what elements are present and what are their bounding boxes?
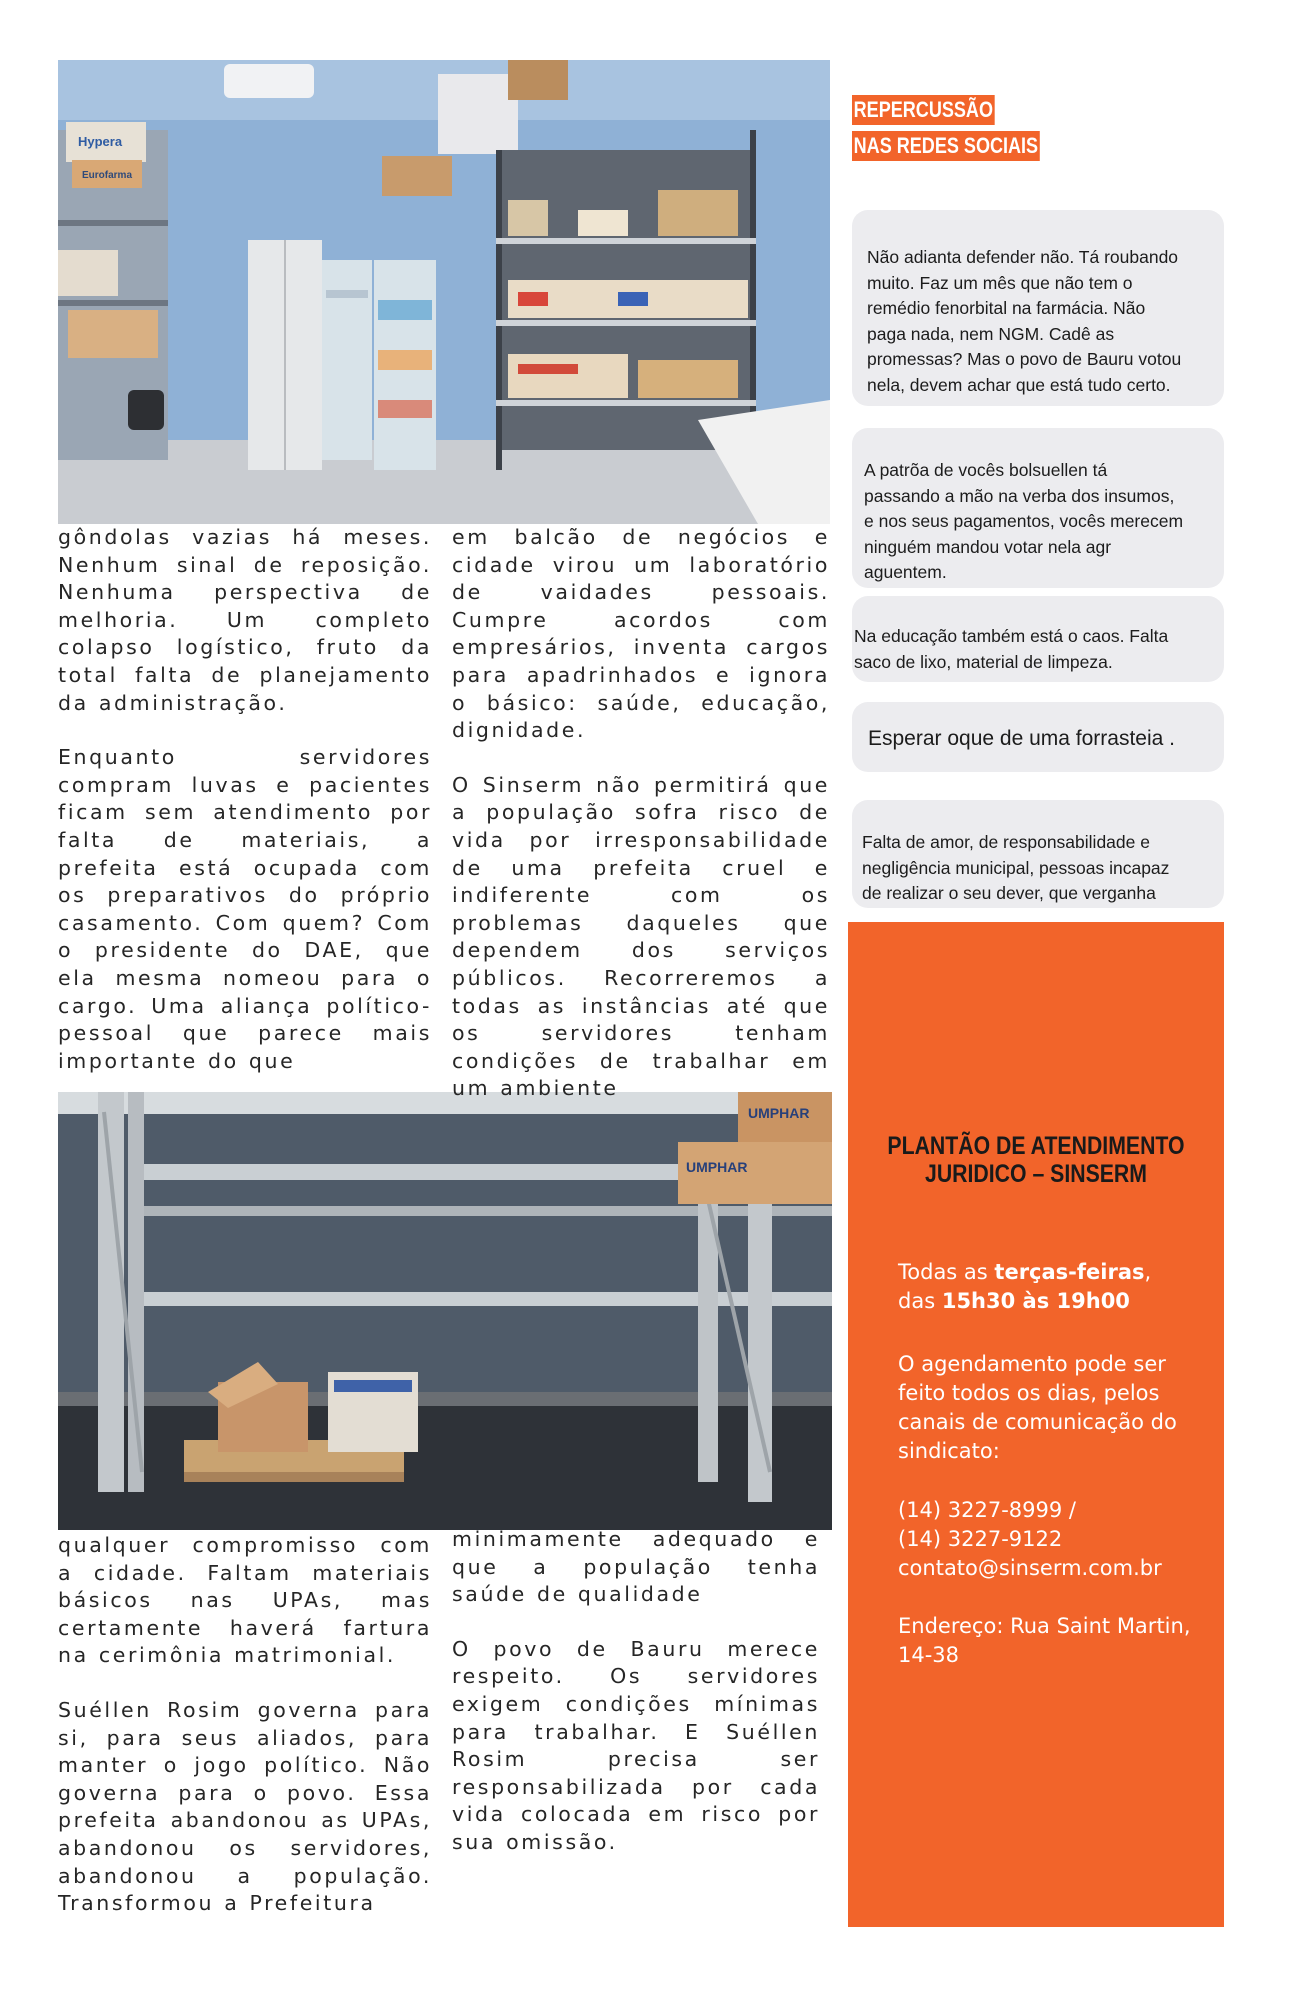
article-paragraph: Suéllen Rosim governa para si, para seus aliados, para manter o jogo político. Não governa para o povo. Essa prefeita abandonou as UPAs, abandonou os servidores, abandonou a população. Transformou a Prefeitura	[58, 1697, 432, 1916]
social-title-line1: REPERCUSSÃO	[852, 95, 995, 125]
article-column-2-bottom	[452, 1526, 820, 1884]
comment-bubble: A patrõa de vocês bolsuellen tá passando a mão na verba dos insumos, e nos seus pagamentos, vocês merecem ninguém mandou votar nela agr aguentem.	[852, 428, 1224, 588]
comment-bubble: Esperar oque de uma forrasteia .	[852, 702, 1224, 772]
article-paragraph: Enquanto servidores compram luvas e pacientes ficam sem atendimento por falta de materiais, a prefeita está ocupada com os preparativos do próprio casamento. Com quem? Com o presidente do DAE, que ela mesma nomeou para o cargo. Uma aliança político-pessoal que parece mais importante do que	[58, 745, 432, 1073]
phone-number[interactable]: (14) 3227-8999 /	[898, 1498, 1076, 1522]
hypera-box-label: Hypera	[78, 134, 123, 149]
scheduling-info: O agendamento pode ser feito todos os dias, pelos canais de comunicação do sindicato:	[898, 1352, 1177, 1463]
contact-info	[898, 1496, 1208, 1583]
email-link[interactable]: contato@sinserm.com.br	[898, 1556, 1162, 1580]
eurofarma-box-label: Eurofarma	[82, 170, 133, 181]
article-paragraph: gôndolas vazias há meses. Nenhum sinal de reposição. Nenhuma perspectiva de melhoria. Um completo colapso logístico, fruto da total falta de planejamento da administração.	[58, 525, 432, 715]
article-column-2-top	[452, 524, 830, 1130]
article-column-1-top	[58, 524, 432, 1102]
article-paragraph: qualquer compromisso com a cidade. Faltam materiais básicos nas UPAs, mas certamente haverá fartura na cerimônia matrimonial.	[58, 1533, 432, 1668]
article-paragraph: O Sinserm não permitirá que a população sofra risco de vida por irresponsabilidade de uma prefeita cruel e indiferente com os problemas daqueles que dependem dos serviços públicos. Recorreremos a todas as instâncias até que os servidores tenham condições de trabalhar em um ambiente	[452, 772, 830, 1101]
service-schedule: Todas as terças-feiras, das 15h30 às 19h00	[898, 1260, 1152, 1313]
umphar-box-label-2: UMPHAR	[686, 1159, 748, 1175]
comment-bubble: Falta de amor, de responsabilidade e negligência municipal, pessoas incapaz de realizar o seu dever, que verganha	[852, 800, 1224, 908]
umphar-box-label-1: UMPHAR	[748, 1105, 810, 1121]
article-column-1-bottom	[58, 1532, 432, 1945]
article-paragraph: em balcão de negócios e cidade virou um laboratório de vaidades pessoais. Cumpre acordos com empresários, inventa cargos para apadrinhados e ignora o básico: saúde, educação, dignidade.	[452, 525, 830, 743]
article-paragraph: O povo de Bauru merece respeito. Os servidores exigem condições mínimas para trabalhar. E Suéllen Rosim precisa ser responsabilizada por cada vida colocada em risco por sua omissão.	[452, 1636, 820, 1854]
article-paragraph: minimamente adequado e que a população tenha saúde de qualidade	[452, 1527, 820, 1607]
address-info: Endereço: Rua Saint Martin, 14-38	[898, 1614, 1191, 1667]
legal-service-title: PLANTÃO DE ATENDIMENTO JURIDICO – SINSERM	[887, 1132, 1185, 1188]
phone-number[interactable]: (14) 3227-9122	[898, 1527, 1063, 1551]
comment-bubble: Na educação também está o caos. Falta saco de lixo, material de limpeza.	[852, 596, 1224, 682]
comment-bubble: Não adianta defender não. Tá roubando muito. Faz um mês que não tem o remédio fenorbital na farmácia. Não paga nada, nem NGM. Cadê as promessas? Mas o povo de Bauru votou nela, devem achar que está tudo certo.	[852, 210, 1224, 406]
empty-shelves-photo	[58, 1092, 832, 1530]
pharmacy-storeroom-photo	[58, 60, 830, 524]
social-title-line2: NAS REDES SOCIAIS	[852, 131, 1040, 161]
